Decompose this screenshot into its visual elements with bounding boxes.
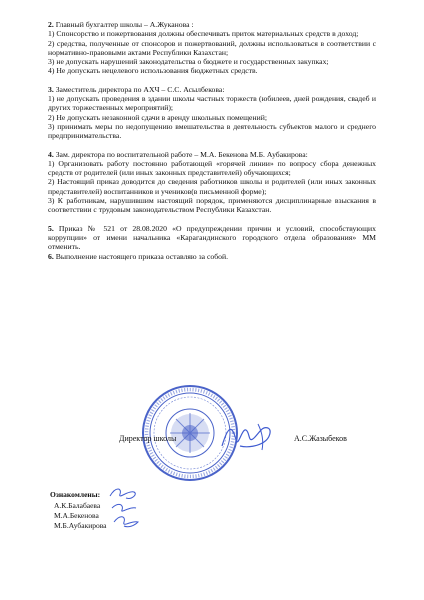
director-title: Директор школы xyxy=(119,434,177,443)
section-4-heading: 4. Зам. директора по воспитательной работе – М.А. Бекенова М.Б. Аубакирова: xyxy=(48,149,308,159)
section-2-item: 1) Спонсорство и пожертвования должны обеспечивать приток материальных средств в доход; xyxy=(48,29,359,39)
item-5: 5. Приказ № 521 от 28.08.2020 «О предупреждении причин и условий, способствующих коррупции» от имени начальника «Карагандинского городского отдела образования» ММ отменить. xyxy=(48,223,376,252)
director-name: А.С.Жазыбеков xyxy=(294,434,347,443)
acknowledged-name: А.К.Балабаева xyxy=(54,501,101,510)
section-3-item: 3) принимать меры по недопущению вмешательства в деятельность субъектов малого и среднего предпринимательства. xyxy=(48,121,376,141)
section-3-item: 2) Не допускать незаконной сдачи в аренду школьных помещений; xyxy=(48,112,267,122)
section-4-item: 3) К работникам, нарушившим настоящий порядок, применяются дисциплинарные взыскания в соответствии с трудовым законодательством Республики Казахстан. xyxy=(48,196,376,215)
acknowledgement-signatures xyxy=(106,484,142,532)
signature-row xyxy=(119,434,419,448)
acknowledged-name: М.Б.Аубакирова xyxy=(54,521,107,530)
section-2-item: 3) не допускать нарушений законодательства о бюджете и государственных закупках; xyxy=(48,57,329,67)
section-2-item: 4) Не допускать нецелевого использования бюджетных средств. xyxy=(48,66,258,76)
section-3-heading: 3. Заместитель директора по АХЧ – С.С. Асылбекова: xyxy=(48,84,225,94)
item-6: 6. Выполнение настоящего приказа оставляю за собой. xyxy=(48,251,229,261)
section-2-item: 2) средства, полученные от спонсоров и пожертвований, должны использоваться в соответствии с нормативно-правовыми актами Республики Казахстан; xyxy=(48,38,376,57)
section-3-item: 1) не допускать проведения в здании школы частных торжеств (юбилеев, дней рождения, свадеб и других торжественных мероприятий); xyxy=(48,94,376,113)
section-4-item: 1) Организовать работу постоянно работающей «горячей линии» по вопросу сбора денежных средств от родителей (или иных законных представителей) обучающихся; xyxy=(48,158,376,178)
acknowledgement-heading: Ознакомлены: xyxy=(50,490,101,499)
section-4-item: 2) Настоящий приказ доводится до сведения работников школы и родителей (или иных законных представителей) воспитанников и учеников(в письменной форме); xyxy=(48,177,376,196)
order-content xyxy=(48,20,376,261)
acknowledgement-block xyxy=(50,490,107,531)
acknowledged-name: М.А.Бекенова xyxy=(54,511,99,520)
section-2-heading: 2. Главный бухгалтер школы – А.Жуканова : xyxy=(48,20,194,29)
